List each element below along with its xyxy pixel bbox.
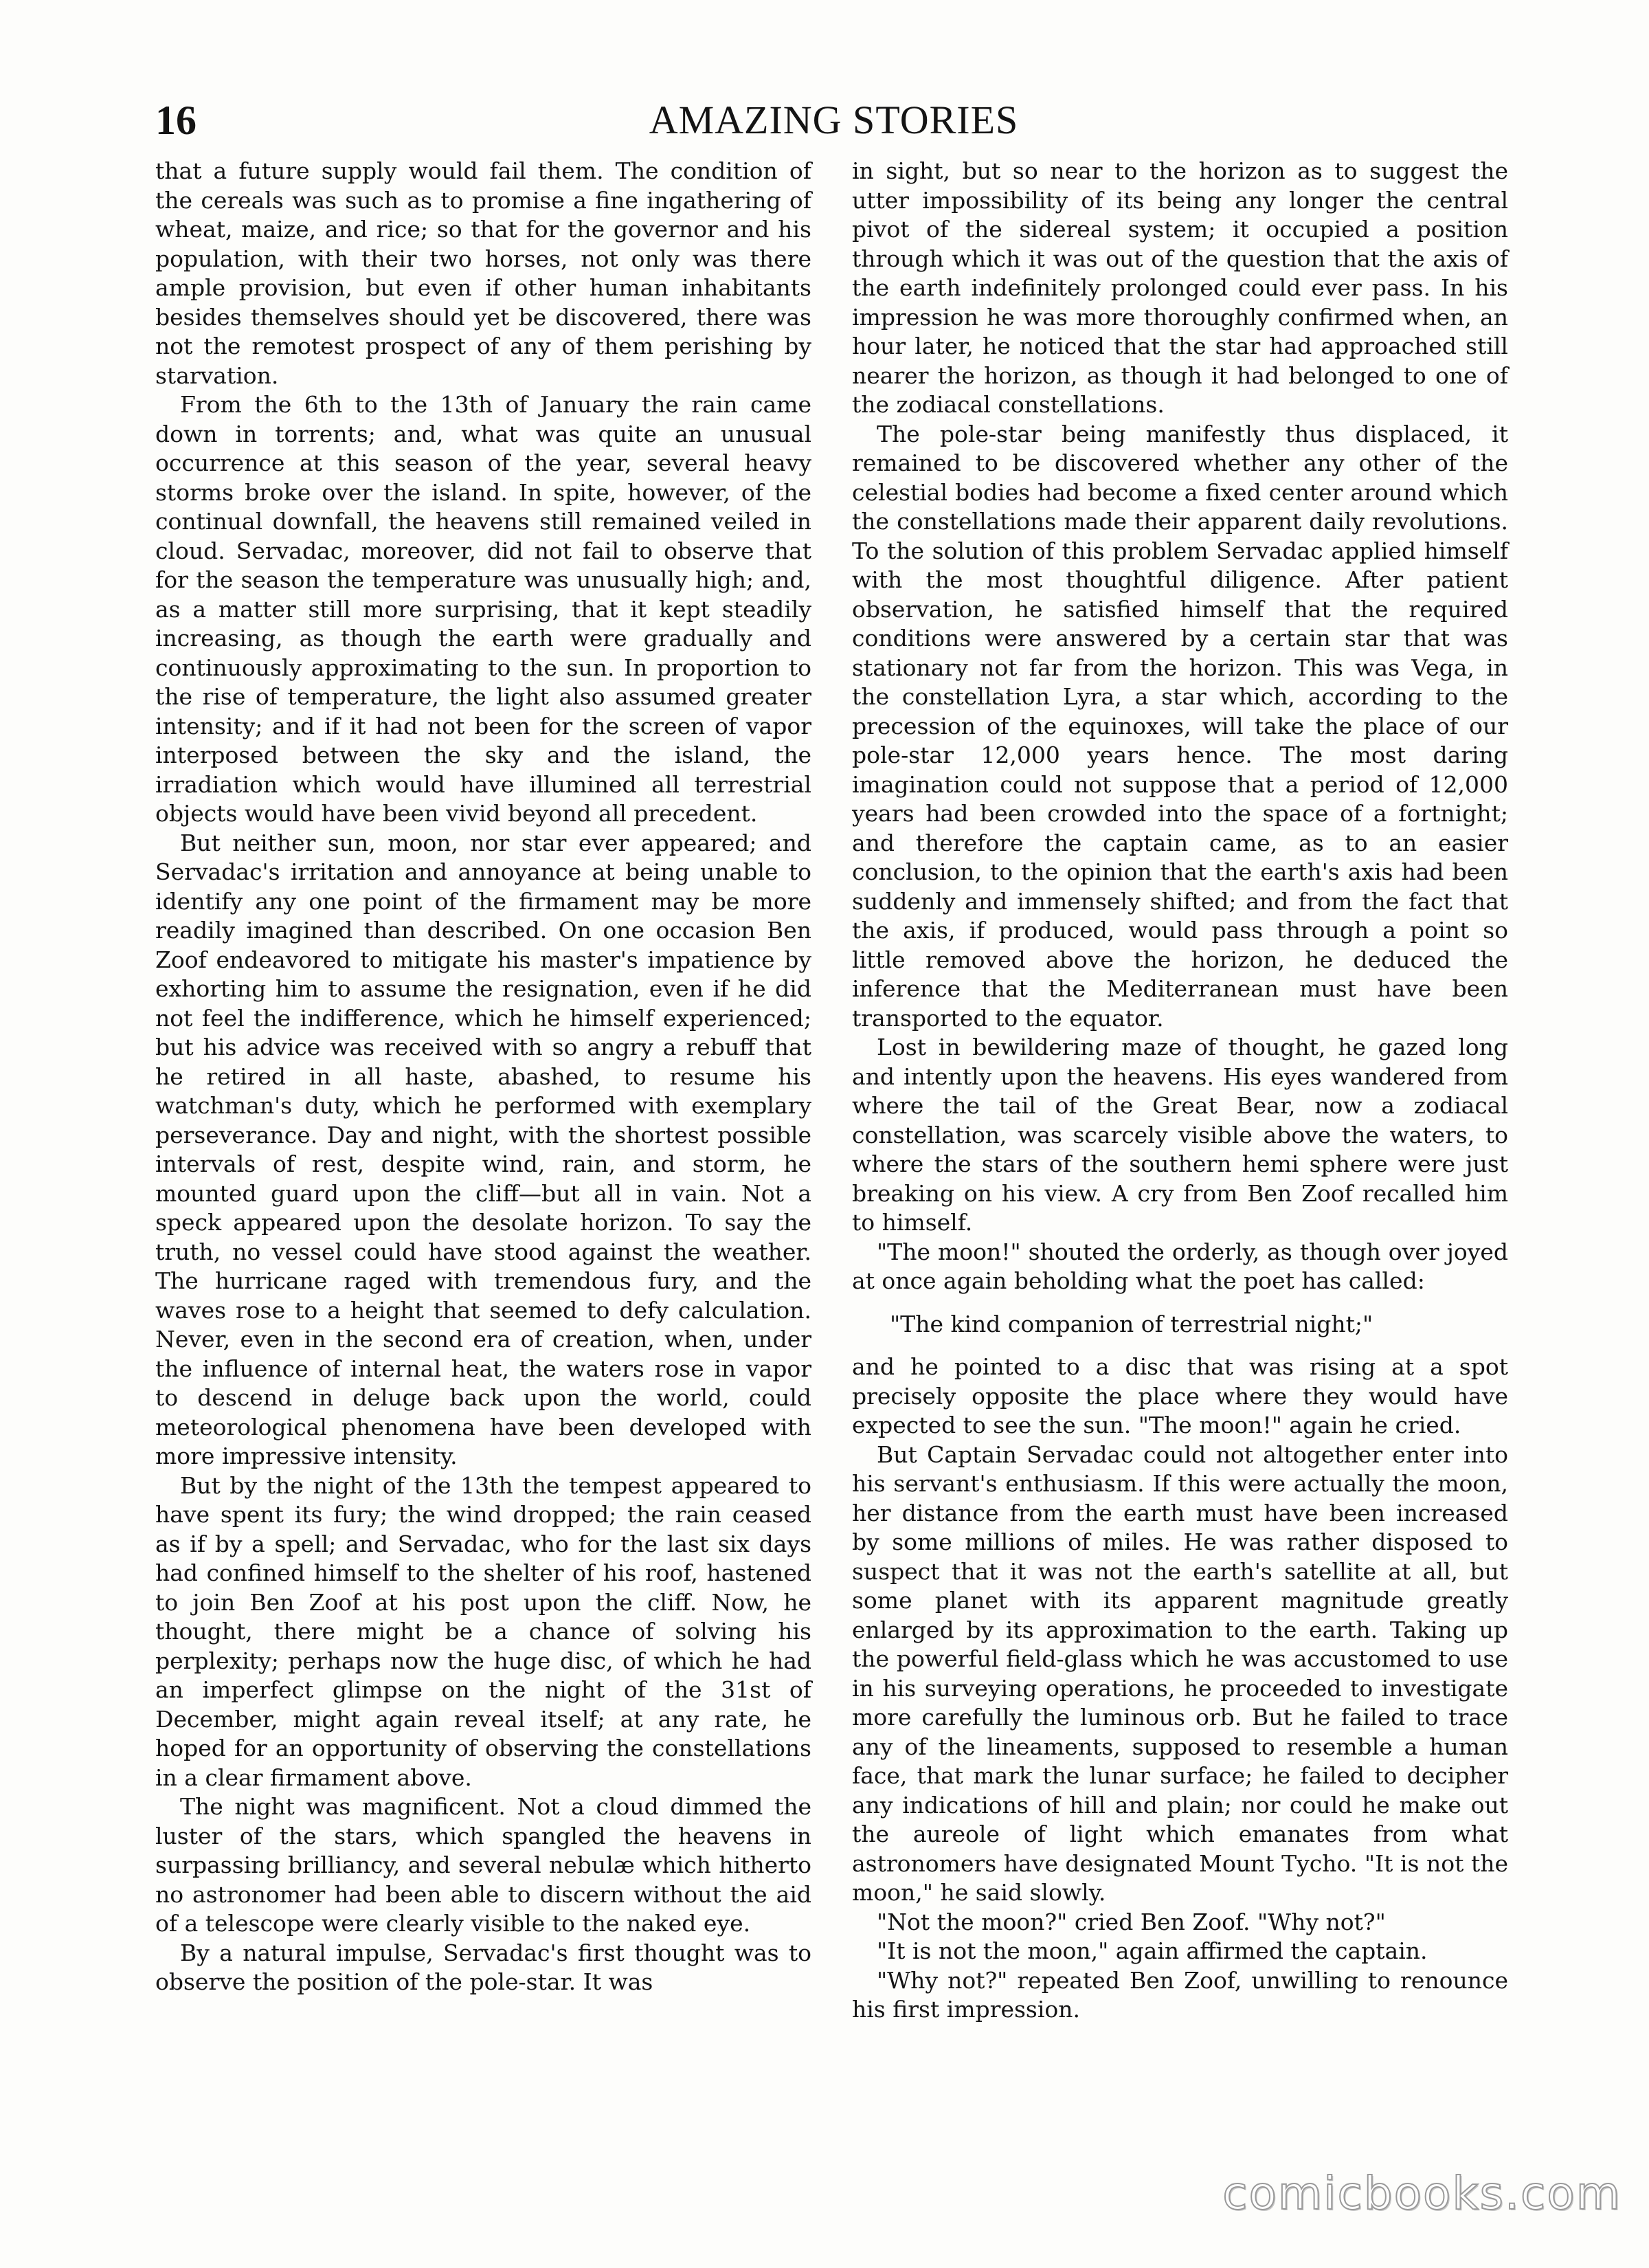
left-text-column xyxy=(155,157,811,1997)
paragraph: "It is not the moon," again affirmed the captain. xyxy=(877,1937,1428,1964)
running-title: AMAZING STORIES xyxy=(649,98,1019,142)
paragraph: and he pointed to a disc that was rising at a spot precisely opposite the place where they would have expected to see the sun. "The moon!" again he cried. xyxy=(852,1353,1508,1438)
page-header xyxy=(155,96,1512,151)
right-text-column xyxy=(852,157,1508,2025)
paragraph: Lost in bewildering maze of thought, he gazed long and intently upon the heavens. His eyes wandered from where the tail of the Great Bear, now a zodiacal constellation, was scarcely visible above the waters, to where the stars of the southern hemi sphere were just breaking on his view. A cry from Ben Zoof recalled him to himself. xyxy=(852,1034,1508,1236)
paragraph: The pole-star being manifestly thus displaced, it remained to be discovered whether any other of the celestial bodies had become a fixed center around which the constellations made their apparent daily revolutions. To the solution of this problem Servadac applied himself with the most thoughtful diligence. After patient observation, he satisfied himself that the required conditions were answered by a certain star that was stationary not far from the horizon. This was Vega, in the constellation Lyra, a star which, according to the precession of the equinoxes, will take the place of our pole-star 12,000 years hence. The most daring imagination could not suppose that a period of 12,000 years had been crowded into the space of a fortnight; and therefore the captain came, as to an easier conclusion, to the opinion that the earth's axis had been suddenly and immensely shifted; and from the fact that the axis, if produced, would pass through a point so little removed above the horizon, he deduced the inference that the Mediterranean must have been transported to the equator. xyxy=(852,420,1508,1032)
paragraph: But neither sun, moon, nor star ever appeared; and Servadac's irritation and annoyance at being unable to identify any one point of the firmament may be more readily imagined than described. On one occasion Ben Zoof endeavored to mitigate his master's impatience by exhorting him to assume the resignation, even if he did not feel the indifference, which he himself experienced; but his advice was received with so angry a rebuff that he retired in all haste, abashed, to resume his watchman's duty, which he performed with exemplary perseverance. Day and night, with the shortest possible intervals of rest, despite wind, rain, and storm, he mounted guard upon the cliff—but all in vain. Not a speck appeared upon the desolate horizon. To say the truth, no vessel could have stood against the weather. The hurricane raged with tremendous fury, and the waves rose to a height that seemed to defy calculation. Never, even in the second era of creation, when, under the influence of internal heat, the waters rose in vapor to descend in deluge back upon the world, could meteorological phenomena have been developed with more impressive intensity. xyxy=(155,829,811,1469)
paragraph: that a future supply would fail them. The condition of the cereals was such as to promise a fine ingathering of wheat, maize, and rice; so that for the governor and his population, with their two horses, not only was there ample provision, but even if other human inhabitants besides themselves should yet be discovered, there was not the remotest prospect of any of them perishing by starvation. xyxy=(155,157,811,389)
quoted-verse: "The kind companion of terrestrial night;" xyxy=(890,1310,1373,1337)
paragraph: The night was magnificent. Not a cloud dimmed the luster of the stars, which spangled the heavens in surpassing brilliancy, and several nebulæ which hitherto no astronomer had been able to discern without the aid of a telescope were clearly visible to the naked eye. xyxy=(155,1793,811,1937)
page-number: 16 xyxy=(155,98,197,143)
paragraph: But Captain Servadac could not altogether enter into his servant's enthusiasm. If this were actually the moon, her distance from the earth must have been increased by some millions of miles. He was rather disposed to suspect that it was not the earth's satellite at all, but some planet with its apparent magnitude greatly enlarged by its approximation to the earth. Taking up the powerful field-glass which he was accustomed to use in his surveying operations, he proceeded to investigate more carefully the luminous orb. But he failed to trace any of the lineaments, supposed to resemble a human face, that mark the lunar surface; he failed to decipher any indications of hill and plain; nor could he make out the aureole of light which emanates from what astronomers have designated Mount Tycho. "It is not the moon," he said slowly. xyxy=(852,1441,1508,1906)
paragraph: By a natural impulse, Servadac's first thought was to observe the position of the pole-star. It was xyxy=(155,1939,811,1995)
watermark: comicbooks.com xyxy=(1222,2167,1622,2220)
paragraph: But by the night of the 13th the tempest appeared to have spent its fury; the wind dropped; the rain ceased as if by a spell; and Servadac, who for the last six days had confined himself to the shelter of his roof, hastened to join Ben Zoof at his post upon the cliff. Now, he thought, there might be a chance of solving his perplexity; perhaps now the huge disc, of which he had an imperfect glimpse on the night of the 31st of December, might again reveal itself; at any rate, he hoped for an opportunity of observing the constellations in a clear firmament above. xyxy=(155,1471,811,1791)
paragraph: "Why not?" repeated Ben Zoof, unwilling to renounce his first impression. xyxy=(852,1966,1508,2023)
paragraph: in sight, but so near to the horizon as to suggest the utter impossibility of its being any longer the central pivot of the sidereal system; it occupied a position through which it was out of the question that the axis of the earth indefinitely prolonged could ever pass. In his impression he was more thoroughly confirmed when, an hour later, he noticed that the star had approached still nearer the horizon, as though it had belonged to one of the zodiacal constellations. xyxy=(852,157,1508,418)
paragraph: From the 6th to the 13th of January the rain came down in torrents; and, what was quite an unusual occurrence at this season of the year, several heavy storms broke over the island. In spite, however, of the continual downfall, the heavens still remained veiled in cloud. Servadac, moreover, did not fail to observe that for the season the temperature was unusually high; and, as a matter still more surprising, that it kept steadily increasing, as though the earth were gradually and continuously approximating to the sun. In proportion to the rise of temperature, the light also assumed greater intensity; and if it had not been for the screen of vapor interposed between the sky and the island, the irradiation which would have illumined all terrestrial objects would have been vivid beyond all precedent. xyxy=(155,391,811,827)
paragraph: "Not the moon?" cried Ben Zoof. "Why not?" xyxy=(877,1908,1386,1935)
paragraph: "The moon!" shouted the orderly, as though over joyed at once again beholding what the poet has called: xyxy=(852,1238,1508,1294)
